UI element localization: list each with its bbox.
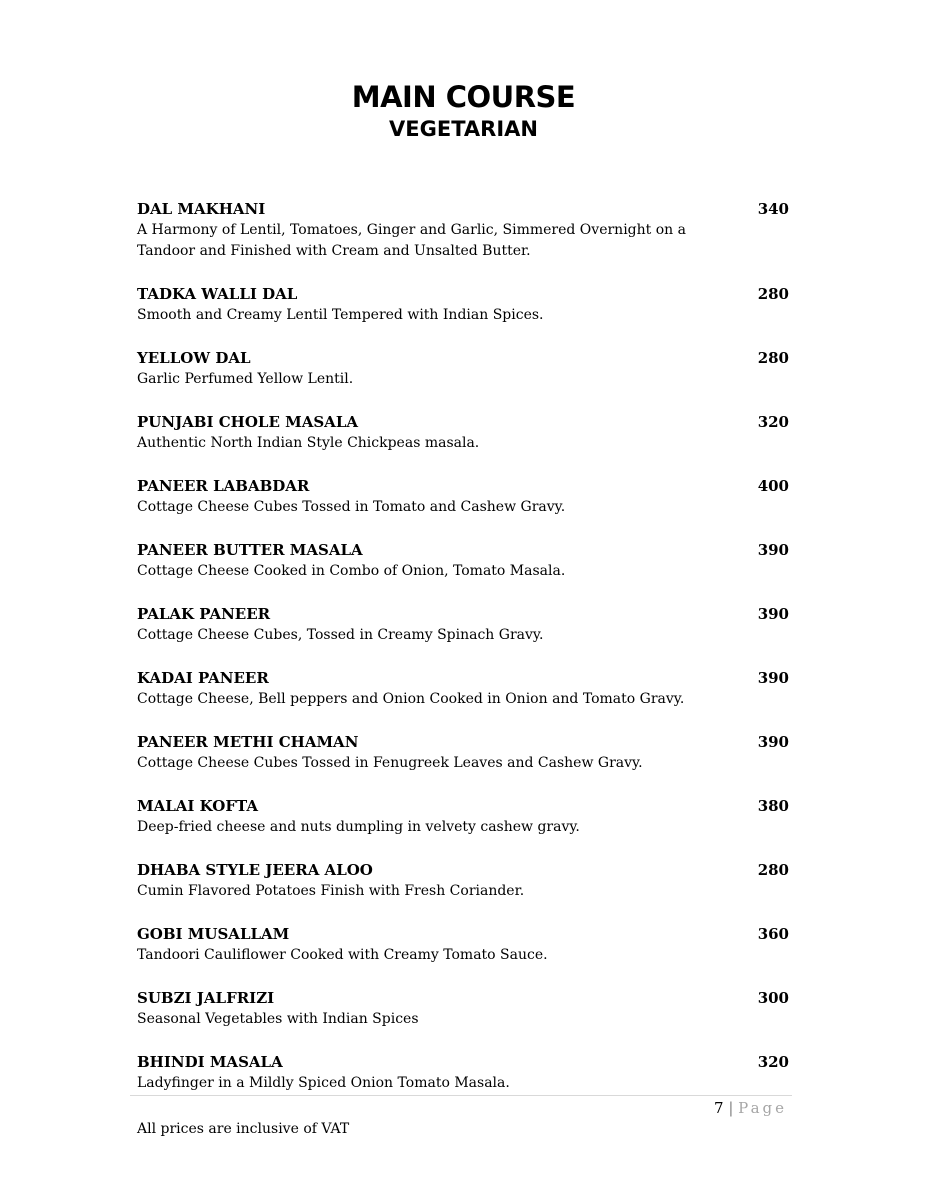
menu-item-price: 390 <box>757 669 789 687</box>
menu-item <box>137 412 789 476</box>
menu-item-description: Cottage Cheese Cubes, Tossed in Creamy Spinach Gravy. <box>137 627 544 643</box>
menu-item-price: 380 <box>757 797 789 815</box>
menu-item <box>137 924 789 988</box>
menu-item-name: KADAI PANEER <box>137 669 269 687</box>
menu-item <box>137 199 789 284</box>
page-subtitle: VEGETARIAN <box>389 117 538 141</box>
menu-item-price: 280 <box>757 861 789 879</box>
menu-item <box>137 476 789 540</box>
menu-item-name: SUBZI JALFRIZI <box>137 989 275 1007</box>
menu-item <box>137 988 789 1052</box>
menu-item-description: Cottage Cheese Cooked in Combo of Onion, Tomato Masala. <box>137 563 566 579</box>
menu-item-description: Cottage Cheese Cubes Tossed in Tomato and Cashew Gravy. <box>137 499 566 515</box>
menu-item-description: Authentic North Indian Style Chickpeas masala. <box>137 435 480 451</box>
vat-note: All prices are inclusive of VAT <box>137 1121 350 1137</box>
menu-item-price: 300 <box>757 989 789 1007</box>
menu-item-price: 280 <box>757 349 789 367</box>
menu-item-name: YELLOW DAL <box>137 349 251 367</box>
menu-item-price: 340 <box>757 200 789 218</box>
menu-item-name: GOBI MUSALLAM <box>137 925 290 943</box>
menu-item <box>137 284 789 348</box>
menu-item-name: MALAI KOFTA <box>137 797 258 815</box>
page-number-label: Page <box>738 1099 787 1117</box>
menu-item <box>137 668 789 732</box>
menu-item-description: A Harmony of Lentil, Tomatoes, Ginger and Garlic, Simmered Overnight on a Tandoor and Finished with Cream and Unsalted Butter. <box>137 222 686 259</box>
menu-item-description: Cottage Cheese, Bell peppers and Onion Cooked in Onion and Tomato Gravy. <box>137 691 685 707</box>
menu-item-name: DHABA STYLE JEERA ALOO <box>137 861 373 879</box>
menu-item-price: 390 <box>757 605 789 623</box>
menu-item-price: 320 <box>757 413 789 431</box>
menu-item <box>137 540 789 604</box>
menu-item-name: PANEER METHI CHAMAN <box>137 733 359 751</box>
menu-item-description: Garlic Perfumed Yellow Lentil. <box>137 371 354 387</box>
menu-item-description: Cumin Flavored Potatoes Finish with Fresh Coriander. <box>137 883 525 899</box>
menu-item-description: Tandoori Cauliflower Cooked with Creamy Tomato Sauce. <box>137 947 548 963</box>
menu-item-price: 400 <box>757 477 789 495</box>
menu-item <box>137 796 789 860</box>
menu-item-name: PANEER BUTTER MASALA <box>137 541 363 559</box>
menu-item-price: 390 <box>757 733 789 751</box>
menu-item-price: 320 <box>757 1053 789 1071</box>
menu-item-description: Cottage Cheese Cubes Tossed in Fenugreek Leaves and Cashew Gravy. <box>137 755 643 771</box>
menu-item-description: Deep-fried cheese and nuts dumpling in velvety cashew gravy. <box>137 819 580 835</box>
menu-item <box>137 348 789 412</box>
menu-item-name: PALAK PANEER <box>137 605 271 623</box>
menu-item <box>137 732 789 796</box>
menu-item-price: 280 <box>757 285 789 303</box>
menu-item-name: PUNJABI CHOLE MASALA <box>137 413 359 431</box>
menu-item-price: 390 <box>757 541 789 559</box>
menu-item <box>137 604 789 668</box>
page-number-value: 7 <box>713 1099 724 1117</box>
menu-item-description: Ladyfinger in a Mildly Spiced Onion Tomato Masala. <box>137 1075 510 1091</box>
menu-item <box>137 860 789 924</box>
page-number <box>714 1099 787 1117</box>
menu-item <box>137 1052 789 1116</box>
menu-list <box>137 199 789 1116</box>
menu-item-name: BHINDI MASALA <box>137 1053 283 1071</box>
menu-item-name: DAL MAKHANI <box>137 200 266 218</box>
menu-item-name: PANEER LABABDAR <box>137 477 310 495</box>
menu-item-name: TADKA WALLI DAL <box>137 285 298 303</box>
page-number-separator: | <box>728 1099 734 1117</box>
menu-item-description: Smooth and Creamy Lentil Tempered with Indian Spices. <box>137 307 544 323</box>
menu-item-description: Seasonal Vegetables with Indian Spices <box>137 1011 419 1027</box>
page-title: MAIN COURSE <box>351 80 576 114</box>
footer-divider <box>130 1095 792 1096</box>
menu-item-price: 360 <box>757 925 789 943</box>
